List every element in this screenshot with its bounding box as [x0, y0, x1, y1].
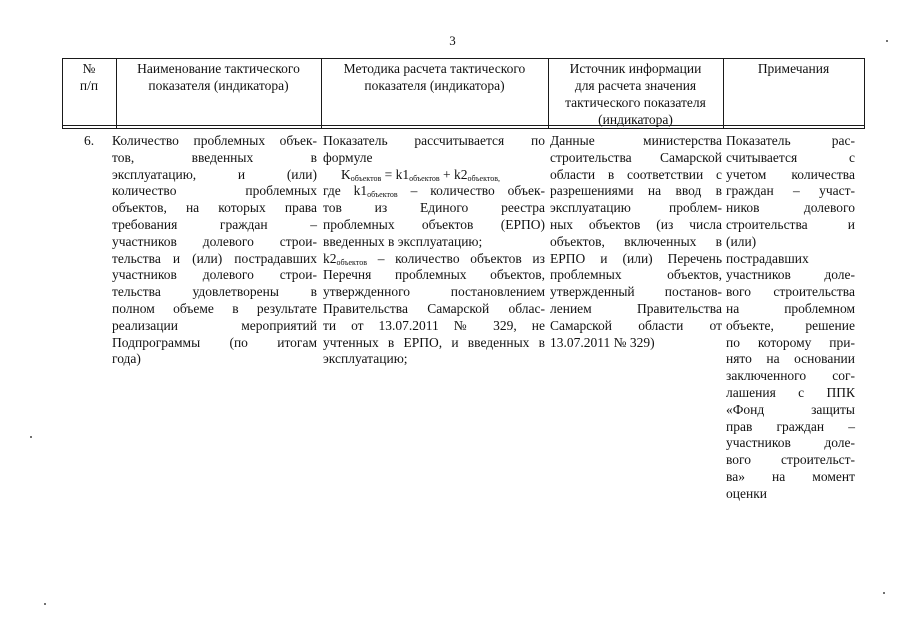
notes-line: участников доле-: [726, 267, 855, 283]
notes-line: прав граждан –: [726, 418, 855, 434]
notes-line: лашения с ППК: [726, 384, 855, 400]
method-line: Показатель рассчитывается по: [323, 133, 545, 148]
notes-line: граждан – участ-: [726, 183, 855, 199]
header-num-line: п/п: [79, 78, 99, 93]
notes-line: (или): [726, 233, 757, 249]
indicator-name-line: участников долевого строи-: [112, 233, 317, 249]
notes-line: по которому при-: [726, 334, 855, 350]
header-source-line: Источник информации: [569, 61, 702, 76]
notes-line: строительства и: [726, 216, 855, 232]
scan-speck: [30, 436, 32, 438]
source-line: разрешениями на ввод в: [550, 183, 722, 199]
method-line: эксплуатацию;: [323, 351, 408, 367]
header-bottom-border: [62, 125, 865, 126]
indicator-name-line: реализации мероприятий: [112, 317, 317, 333]
notes-line: заключенного сог-: [726, 368, 855, 384]
indicator-name-line: тов, введенных в: [112, 149, 317, 165]
formula-eq: = k1: [381, 166, 410, 182]
row-number: 6.: [83, 133, 95, 148]
header-method-line: Методика расчета тактического: [343, 61, 526, 76]
notes-line: вого строительства: [726, 284, 855, 300]
indicator-name-line: тельства удовлетворены в: [112, 284, 317, 300]
page-number: 3: [449, 33, 456, 48]
indicator-name-line: полном объеме в результате: [112, 300, 317, 316]
formula-k: K: [341, 166, 351, 182]
source-line: Самарской области от: [550, 317, 722, 333]
def-sub: объектов: [336, 257, 368, 267]
source-line: ных объектов (из числа: [550, 216, 722, 232]
source-line: проблемных объектов,: [550, 267, 722, 283]
source-line: области в соответствии с: [550, 166, 722, 182]
method-definition-k1: [323, 183, 545, 200]
def-text: – количество объектов из: [367, 250, 545, 266]
source-line: ЕРПО и (или) Перечень: [550, 250, 722, 266]
header-num-line: №: [82, 61, 96, 76]
header-notes: [723, 60, 864, 124]
notes-line: Показатель рас-: [726, 133, 855, 148]
def-term: k2: [323, 250, 337, 266]
source-line: лением Правительства: [550, 300, 722, 316]
source-line: 13.07.2011 № 329): [550, 334, 655, 350]
def-text: – количество объек-: [397, 183, 545, 199]
indicator-name-line: эксплуатацию, и (или): [112, 166, 317, 182]
scan-speck: [883, 592, 885, 594]
notes-line: участников доле-: [726, 435, 855, 451]
method-line: утвержденного постановлением: [323, 284, 545, 300]
indicator-name-line: участников долевого строи-: [112, 267, 317, 283]
source-line: Данные министерства: [550, 133, 722, 148]
method-line: ти от 13.07.2011 № 329, не: [323, 317, 545, 333]
header-name: [116, 60, 321, 124]
header-name-line: Наименование тактического: [137, 61, 300, 76]
method-line: формуле: [323, 149, 373, 165]
method-definition-k2: [323, 251, 545, 268]
method-line: проблемных объектов (ЕРПО): [323, 216, 545, 232]
formula-sub: объектов: [350, 173, 382, 183]
source-line: эксплуатацию проблем-: [550, 200, 722, 216]
notes-line: нято на основании: [726, 351, 855, 367]
indicator-name-line: Подпрограммы (по итогам: [112, 334, 317, 350]
header-source-line: (индикатора): [598, 112, 673, 127]
header-method-line: показателя (индикатора): [364, 78, 505, 93]
notes-line: учетом количества: [726, 166, 855, 182]
method-line: учтенных в ЕРПО, и введенных в: [323, 334, 545, 350]
header-source-line: тактического показателя: [565, 95, 706, 110]
scan-speck: [886, 40, 888, 42]
indicator-name-line: тельства и (или) пострадавших: [112, 250, 317, 266]
method-formula: [323, 167, 545, 184]
scan-speck: [44, 603, 46, 605]
header-source: [548, 60, 723, 127]
notes-line: оценки: [726, 485, 767, 501]
notes-line: вого строительст-: [726, 452, 855, 468]
formula-plus: + k2: [439, 166, 468, 182]
notes-line: «Фонд защиты: [726, 401, 855, 417]
header-name-line: показателя (индикатора): [148, 78, 289, 93]
indicator-name-line: количество проблемных: [112, 183, 317, 199]
calculation-method: [323, 133, 545, 368]
notes-line: ва» на момент: [726, 468, 855, 484]
def-sub: объектов: [367, 190, 398, 200]
indicator-name-line: требования граждан –: [112, 216, 317, 232]
header-notes-line: Примечания: [757, 61, 830, 76]
source-line: объектов, включенных в: [550, 233, 722, 249]
formula-sub: объектов,: [467, 173, 501, 183]
header-bottom-border-2: [62, 128, 865, 129]
method-line: Правительства Самарской облас-: [323, 300, 545, 316]
indicator-name-line: года): [112, 351, 141, 367]
indicator-name: [112, 133, 317, 368]
source-line: строительства Самарской: [550, 149, 722, 165]
information-source: [550, 133, 722, 351]
table-top-border: [62, 58, 865, 59]
notes-line: считывается с: [726, 149, 855, 165]
method-line: введенных в эксплуатацию;: [323, 233, 483, 249]
notes-line: объекте, решение: [726, 317, 855, 333]
header-source-line: для расчета значения: [574, 78, 697, 93]
indicator-name-line: Количество проблемных объек-: [112, 133, 317, 148]
method-line: Перечня проблемных объектов,: [323, 267, 545, 283]
header-method: [321, 60, 548, 124]
notes-line: пострадавших: [726, 250, 809, 266]
header-num: [62, 60, 116, 124]
notes: [726, 133, 855, 503]
method-line: тов из Единого реестра: [323, 200, 545, 216]
notes-line: на проблемном: [726, 300, 855, 316]
formula-sub: объектов: [409, 173, 440, 183]
table-right-border: [864, 58, 865, 129]
def-term: где k1: [323, 183, 368, 199]
indicator-name-line: объектов, на которых права: [112, 200, 317, 216]
source-line: утвержденный постанов-: [550, 284, 722, 300]
notes-line: ников долевого: [726, 200, 855, 216]
